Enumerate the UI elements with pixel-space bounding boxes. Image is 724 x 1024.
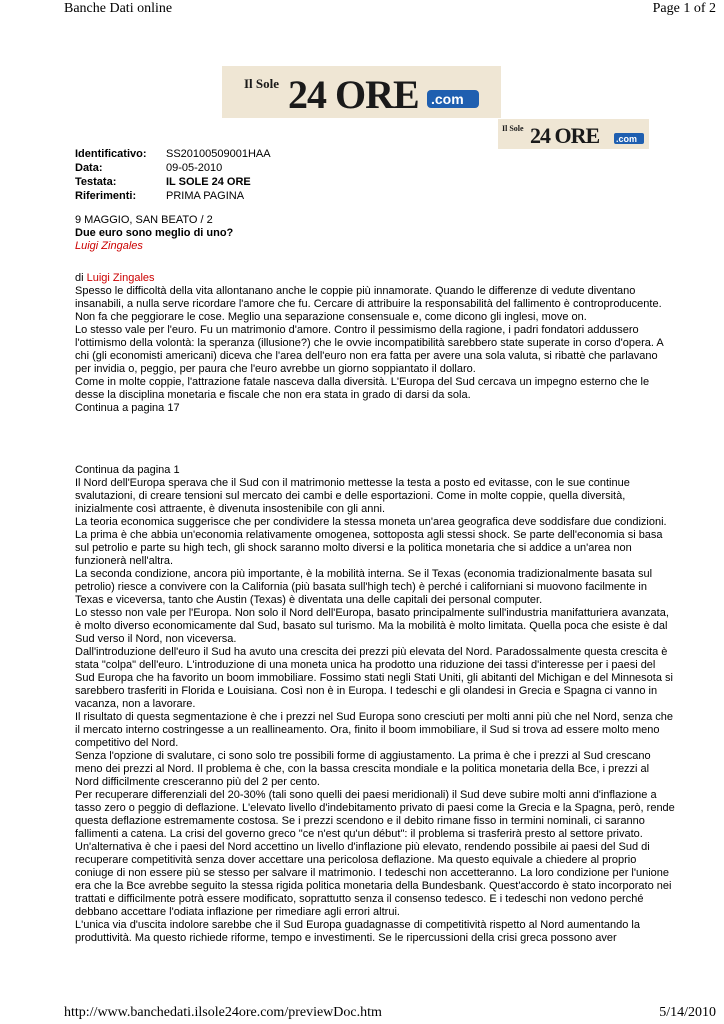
meta-value-testata: IL SOLE 24 ORE: [166, 176, 251, 188]
paragraph: Il Nord dell'Europa sperava che il Sud con il matrimonio mettesse la testa a posto ed evitasse, con le sue continue svalutazioni, di creare tensioni sul mercato dei cambi e delle esportazioni. Come in molte coppie, quella diversità, inizialmente così attraente, è divenuta insostenibile con gli anni.: [75, 477, 630, 515]
byline-author: Luigi Zingales: [86, 272, 155, 284]
byline: [75, 272, 675, 285]
sole24ore-logo-large: [222, 66, 501, 118]
continue-from-note: Continua da pagina 1: [75, 464, 180, 476]
paragraph: Dall'introduzione dell'euro il Sud ha avuto una crescita dei prezzi più elevata del Nord. Paradossalmente questa crescita è stata "colpa" dell'euro. L'introduzione di una moneta unica ha prodotto una riduzione dei tassi d'interesse per i paesi del Sud Europa che ha favorito un boom immobiliare. Fossimo stati negli Stati Uniti, gli abitanti del Michigan e del Minnesota si sarebbero trasferiti in Florida e Louisiana. Così non è in Europa. I tedeschi e gli olandesi in Grecia e Spagna ci vanno in vacanza, non a lavorare.: [75, 646, 673, 710]
paragraph: La seconda condizione, ancora più importante, è la mobilità interna. Se il Texas (economia tradizionalmente basata sul petrolio) riesce a convivere con la California (più basata sull'high tech) è perché i californiani si muovono facilmente in Texas e viceversa, tanto che Austin (Texas) è diventata una delle capitali dei personal computer.: [75, 568, 653, 606]
meta-key-data: Data:: [75, 162, 103, 174]
document-metadata: [75, 147, 271, 203]
meta-row: [75, 189, 271, 203]
logo-small-main: 24 ORE: [530, 123, 600, 148]
article-heading: [75, 214, 675, 253]
print-footer-date: 5/14/2010: [659, 1005, 716, 1020]
print-header-page: Page 1 of 2: [652, 1, 716, 16]
paragraph: La teoria economica suggerisce che per condividere la stessa moneta un'area geografica deve soddisfare due condizioni. La prima è che abbia un'economia relativamente omogenea, sottoposta agli stessi shock. Se parte dell'economia si basa sul petrolio e parte su high tech, gli shock saranno molto diversi e la politica monetaria che si addice a un'area non funzionerà nell'altra.: [75, 516, 667, 567]
logo-small-prefix: Il Sole: [502, 124, 524, 133]
paragraph: Senza l'opzione di svalutare, ci sono solo tre possibili forme di aggiustamento. La prima è che i prezzi al Sud crescano meno dei prezzi al Nord. Il problema è che, con la bassa crescita mondiale e la politica monetaria della Bce, i prezzi al Nord difficilmente cresceranno più del 2 per cento.: [75, 750, 651, 788]
paragraph: Lo stesso non vale per l'Europa. Non solo il Nord dell'Europa, basato principalmente sull'industria manifatturiera avanzata, è molto diverso economicamente dal Sud, basato sul turismo. Ma la mobilità è molto limitata. Quella poca che esiste è dal Sud verso il Nord, non viceversa.: [75, 607, 669, 645]
meta-row: [75, 161, 271, 175]
article-kicker: 9 MAGGIO, SAN BEATO / 2: [75, 214, 213, 226]
byline-prefix: di: [75, 272, 87, 284]
continue-note: Continua a pagina 17: [75, 402, 180, 414]
paragraph: Un'alternativa è che i paesi del Nord accettino un livello d'inflazione più elevato, rendendo possibile ai paesi del Sud di recuperare competitività senza dover accettare una pericolosa deflazione. Ma questo equivale a chiedere al proprio coniuge di non essere più se stesso per salvare il matrimonio. I tedeschi non accetteranno. La loro condizione per l'unione era che la Bce avrebbe seguito la stessa rigida politica monetaria della Bundesbank. Quest'accordo è stato incorporato nei trattati e difficilmente potrà essere modificato, soprattutto senza il consenso tedesco. E i tedeschi non vedono perché debbano accettare l'odiata inflazione per rimediare agli errori altrui.: [75, 841, 672, 918]
logo-small-suffix: .com: [616, 134, 638, 144]
print-footer-url[interactable]: http://www.banchedati.ilsole24ore.com/previewDoc.htm: [64, 1005, 382, 1020]
meta-key-identificativo: Identificativo:: [75, 148, 147, 160]
paragraph: Il risultato di questa segmentazione è che i prezzi nel Sud Europa sono cresciuti per molti anni più che nel Nord, senza che il mercato interno costringesse a un reallineamento. Ora, finito il boom immobiliare, il Sud si trova ad essere molto meno competitivo del Nord.: [75, 711, 674, 749]
sole24ore-logo-small: [498, 119, 649, 149]
article-author: Luigi Zingales: [75, 240, 143, 252]
meta-value-identificativo: SS20100509001HAA: [166, 148, 271, 160]
article-title: Due euro sono meglio di uno?: [75, 227, 234, 239]
paragraph: Come in molte coppie, l'attrazione fatale nasceva dalla diversità. L'Europa del Sud cercava un impegno esterno che le desse la disciplina monetaria e fiscale che non era stata in grado di darsi da sola.: [75, 376, 650, 401]
paragraph: Spesso le difficoltà della vita allontanano anche le coppie più innamorate. Quando le differenze di vedute diventano insanabili, a nulla serve ricordare l'amore che fu. Cercare di attribuire la responsabilità del fallimento è controproducente. Non fa che peggiorare le cose. Meglio una separazione consensuale e, come dicono gli inglesi, move on.: [75, 285, 662, 323]
meta-value-riferimenti: PRIMA PAGINA: [166, 190, 245, 202]
meta-key-riferimenti: Riferimenti:: [75, 190, 137, 202]
meta-key-testata: Testata:: [75, 176, 117, 188]
paragraph: L'unica via d'uscita indolore sarebbe che il Sud Europa guadagnasse di competitività rispetto al Nord aumentando la produttività. Ma questo richiede riforme, tempo e investimenti. Se le ripercussioni della crisi greca possono aver: [75, 919, 640, 944]
article-body-part1: [75, 272, 675, 415]
paragraph: Per recuperare differenziali del 20-30% (tali sono quelli dei paesi meridionali) il Sud deve subire molti anni d'inflazione a tasso zero o peggio di deflazione. L'elevato livello d'indebitamento privato di paesi come la Grecia e la Spagna, però, rende questa deflazione estremamente costosa. Se i prezzi scendono e il debito rimane fisso in termini nominali, ci saranno fallimenti a catena. La crisi del governo greco "ce n'est qu'un début": il problema si trasferirà presto al settore privato.: [75, 789, 675, 840]
article-body-part2: [75, 464, 675, 945]
logo-suffix: .com: [431, 91, 464, 107]
logo-prefix: Il Sole: [244, 76, 280, 91]
meta-row: [75, 147, 271, 161]
meta-value-data: 09-05-2010: [166, 162, 223, 174]
paragraph: Lo stesso vale per l'euro. Fu un matrimonio d'amore. Contro il pessimismo della ragione, i padri fondatori addussero l'ottimismo della volontà: la speranza (illusione?) che le ovvie incompatibilità sarebbero state superate in corso d'opera. A chi (gli economisti americani) diceva che l'area dell'euro non era fatta per avere una sola valuta, si ribattè che parlavano per invidia o, peggio, per paura che l'euro avrebbe un giorno soppiantato il dollaro.: [75, 324, 664, 375]
meta-row: [75, 175, 271, 189]
logo-main: 24 ORE: [288, 72, 419, 117]
print-header-title: Banche Dati online: [64, 1, 173, 16]
